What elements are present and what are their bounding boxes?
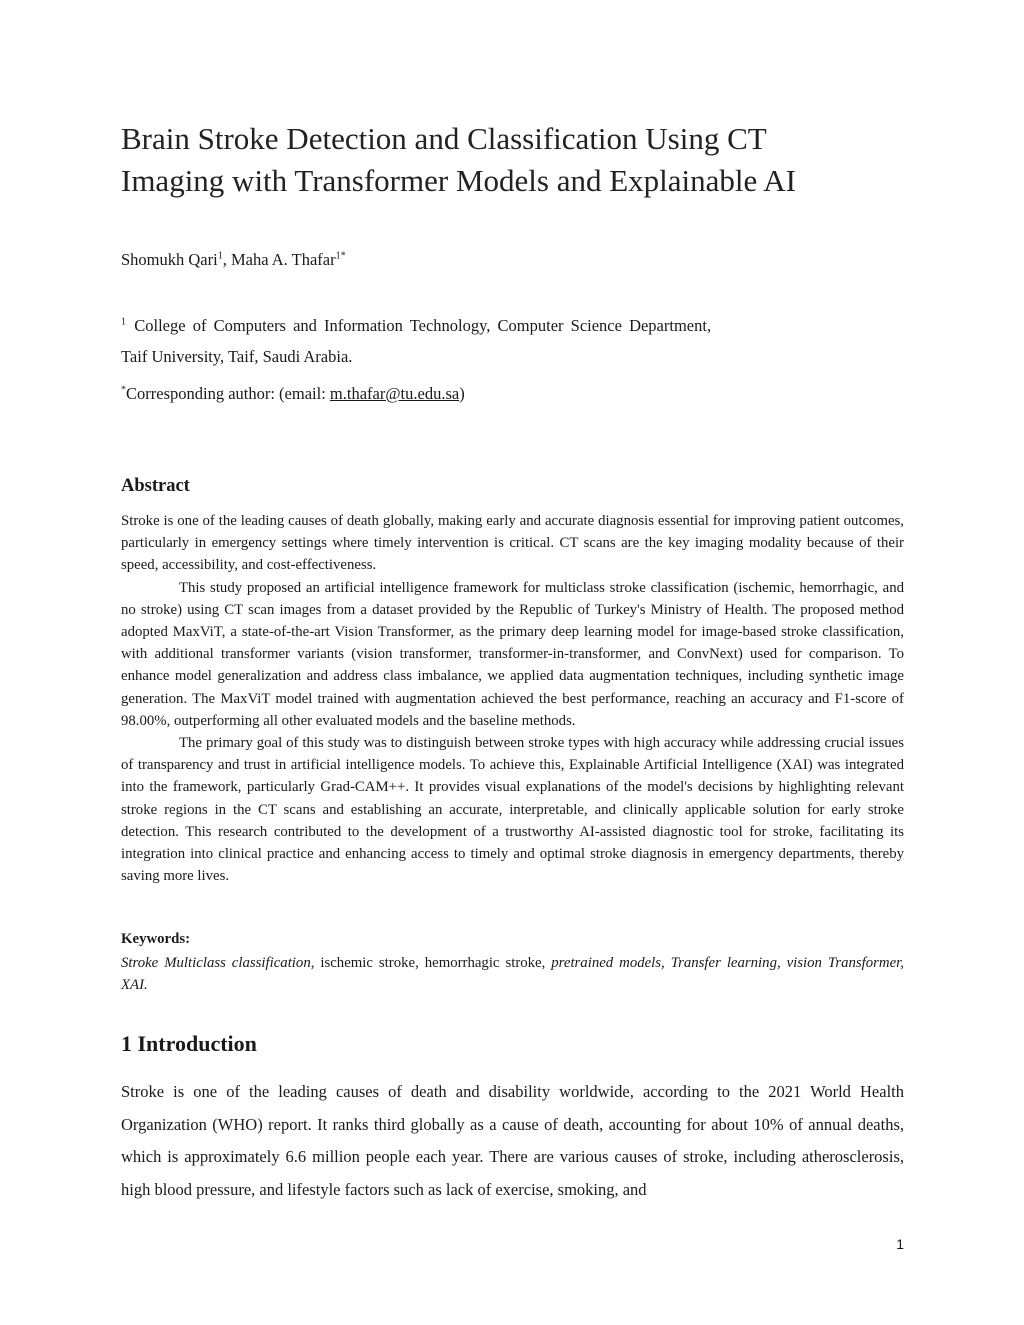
- title-line-2: Imaging with Transformer Models and Explainable AI: [121, 163, 797, 198]
- title-line-1: Brain Stroke Detection and Classification Using CT: [121, 121, 767, 156]
- author-affiliation-mark: 1*: [335, 250, 346, 262]
- abstract-body: [121, 510, 904, 887]
- abstract-heading: Abstract: [121, 476, 190, 496]
- introduction-paragraph: Stroke is one of the leading causes of death and disability worldwide, according to the 2021 World Health Organization (WHO) report. It ranks third globally as a cause of death, accounting for about 10% of annual deaths, which is approximately 6.6 million people each year. There are various causes of stroke, including atherosclerosis, high blood pressure, and lifestyle factors such as lack of exercise, smoking, and: [121, 1082, 904, 1199]
- corresponding-mark: *: [121, 384, 126, 396]
- author-name: Shomukh Qari: [121, 250, 218, 269]
- introduction-heading: 1 Introduction: [121, 1031, 257, 1056]
- author-separator: ,: [222, 250, 231, 269]
- affiliation-line-1: College of Computers and Information Technology, Computer Science Department,: [134, 316, 712, 335]
- affiliation-mark: 1: [121, 316, 126, 328]
- page-number: 1: [896, 1236, 904, 1252]
- author-affiliation-mark: 1: [217, 250, 223, 262]
- keywords-list: [121, 952, 904, 996]
- keywords-plain: ischemic stroke, hemorrhagic stroke,: [314, 955, 552, 971]
- affiliation-line-2: Taif University, Taif, Saudi Arabia.: [121, 347, 353, 366]
- abstract-paragraph-2: This study proposed an artificial intelligence framework for multiclass stroke classification (ischemic, hemorrhagic, and no stroke) using CT scan images from a dataset provided by the Republic of Turkey's Ministry of Health. The proposed method adopted MaxViT, a state-of-the-art Vision Transformer, as the primary deep learning model for image-based stroke classification, with additional transformer variants (vision transformer, transformer-in-transformer, and ConvNext) used for comparison. To enhance model generalization and address class imbalance, we applied data augmentation techniques, including synthetic image generation. The MaxViT model trained with augmentation achieved the best performance, reaching an accuracy and F1-score of 98.00%, outperforming all other evaluated models and the baseline methods.: [121, 579, 904, 729]
- author-name: Maha A. Thafar: [230, 250, 336, 269]
- abstract-paragraph-3: The primary goal of this study was to distinguish between stroke types with high accuracy while addressing crucial issues of transparency and trust in artificial intelligence models. To achieve this, Explainable Artificial Intelligence (XAI) was integrated into the framework, particularly Grad-CAM++. It provides visual explanations of the model's decisions by highlighting relevant stroke regions in the CT scans and establishing an accurate, interpretable, and clinically applicable solution for early stroke detection. This research contributed to the development of a trustworthy AI-assisted diagnostic tool for stroke, facilitating its integration into clinical practice and enhancing access to timely and optimal stroke diagnosis in emergency departments, thereby saving more lives.: [121, 735, 904, 885]
- keywords-italic-1: Stroke Multiclass classification,: [121, 955, 315, 971]
- corresponding-author: [121, 382, 904, 406]
- paper-title: [121, 118, 904, 202]
- keywords-heading: Keywords:: [121, 931, 191, 947]
- keywords-italic-2: pretrained models, Transfer learning, vision Transformer, XAI.: [121, 955, 904, 994]
- corresponding-suffix: ): [459, 384, 465, 403]
- abstract-paragraph-1: Stroke is one of the leading causes of death globally, making early and accurate diagnosis essential for improving patient outcomes, particularly in emergency settings where timely intervention is critical. CT scans are the key imaging modality because of their speed, accessibility, and cost-effectiveness.: [121, 513, 904, 574]
- corresponding-email-link[interactable]: m.thafar@tu.edu.sa: [329, 384, 460, 403]
- affiliation: [121, 310, 904, 372]
- corresponding-prefix: Corresponding author: (email:: [126, 384, 330, 403]
- author-list: [121, 248, 904, 272]
